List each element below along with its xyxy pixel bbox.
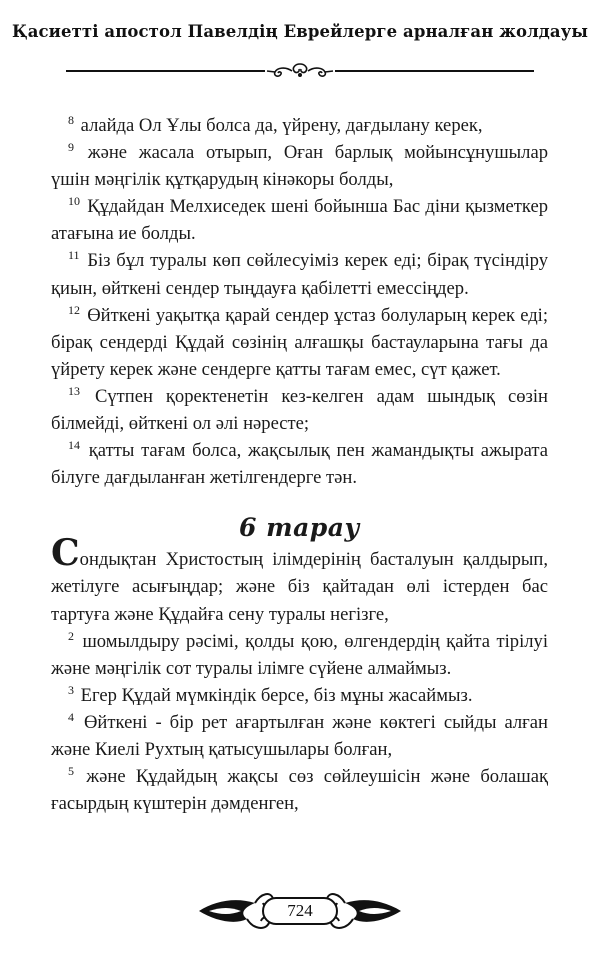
verse-text: Өйткені уақытқа қарай сендер ұстаз болуларың керек еді; бірақ сендерді Құдай сөзінің алғашқы бастауларына тағы да үйрету керек және сендерге қатты тағам емес, сүт қажет. <box>51 304 548 380</box>
verse-text: Сүтпен қоректенетін кез-келген адам шындық сөзін білмейді, өйткені ол әлі нәресте; <box>51 385 548 435</box>
verse-number: 4 <box>68 709 74 724</box>
verses-after-list <box>51 628 548 818</box>
verse-number: 8 <box>68 113 74 127</box>
verse-first <box>51 532 548 627</box>
verses-before-list <box>51 112 548 491</box>
verse-number: 14 <box>68 438 80 453</box>
verse-number: 11 <box>68 248 80 263</box>
page-body <box>51 112 548 817</box>
verse-text: Егер Құдай мүмкіндік берсе, біз мұны жасаймыз. <box>76 684 473 706</box>
verse-number: 10 <box>68 194 80 209</box>
verse <box>51 139 548 193</box>
verse-number: 5 <box>68 764 74 779</box>
verse <box>51 193 548 247</box>
verse-number: 9 <box>68 140 74 155</box>
verse <box>51 383 548 437</box>
verse <box>51 112 548 139</box>
verse-number: 2 <box>68 628 74 643</box>
verse <box>51 628 548 682</box>
verse-text: алайда Ол Ұлы болса да, үйрену, дағдылану керек, <box>76 115 483 136</box>
verse-text: және жасала отырып, Оған барлық мойынсұнушылар үшін мәңгілік құтқарудың кінәкоры болды, <box>51 142 548 191</box>
verse <box>51 247 548 301</box>
verse-number: 3 <box>68 682 74 697</box>
verse-text: қатты тағам болса, жақсылық пен жамандықты ажырата білуге дағдыланған жетілгендерге тән. <box>51 440 548 489</box>
verse-text: Біз бұл туралы көп сөйлесуіміз керек еді; бірақ түсіндіру қиын, өйткені сендер тыңдауға қабілетті емессіңдер. <box>51 250 548 299</box>
running-header: Қасиетті апостол Павелдің Еврейлерге арналған жолдауы <box>11 22 589 41</box>
chapter-title: 6 тарау <box>239 513 360 543</box>
verse-number: 12 <box>68 302 80 317</box>
verse-text: шомылдыру рәсімі, қолды қою, өлгендердің қайта тірілуі және мәңгілік сот туралы ілімге сүйене алмаймыз. <box>51 630 548 679</box>
verse <box>51 302 548 383</box>
verse <box>51 682 548 709</box>
drop-cap: С <box>51 532 80 575</box>
verse-number: 13 <box>68 383 80 398</box>
page-number: 724 <box>287 901 313 920</box>
header-ornament-icon <box>265 60 335 82</box>
verse <box>51 437 548 491</box>
verse-text: Өйткені - бір рет ағартылған және көктегі сыйды алған және Киелі Рухтың қатысушылары болған, <box>51 711 548 760</box>
verse-text: ондықтан Христостың ілімдерінің басталуын қалдырып, жетілуге асығыңдар; және біз қайтадан өлі істерден бас тартуға және Құдайға сену туралы негізге, <box>51 549 548 625</box>
verse <box>51 763 548 817</box>
verse-text: Құдайдан Мелхиседек шені бойынша Бас діни қызметкер атағына ие болды. <box>51 196 548 245</box>
verse-text: және Құдайдың жақсы сөз сөйлеушісін және болашақ ғасырдың күштерін дәмденген, <box>51 766 548 815</box>
verse <box>51 709 548 763</box>
